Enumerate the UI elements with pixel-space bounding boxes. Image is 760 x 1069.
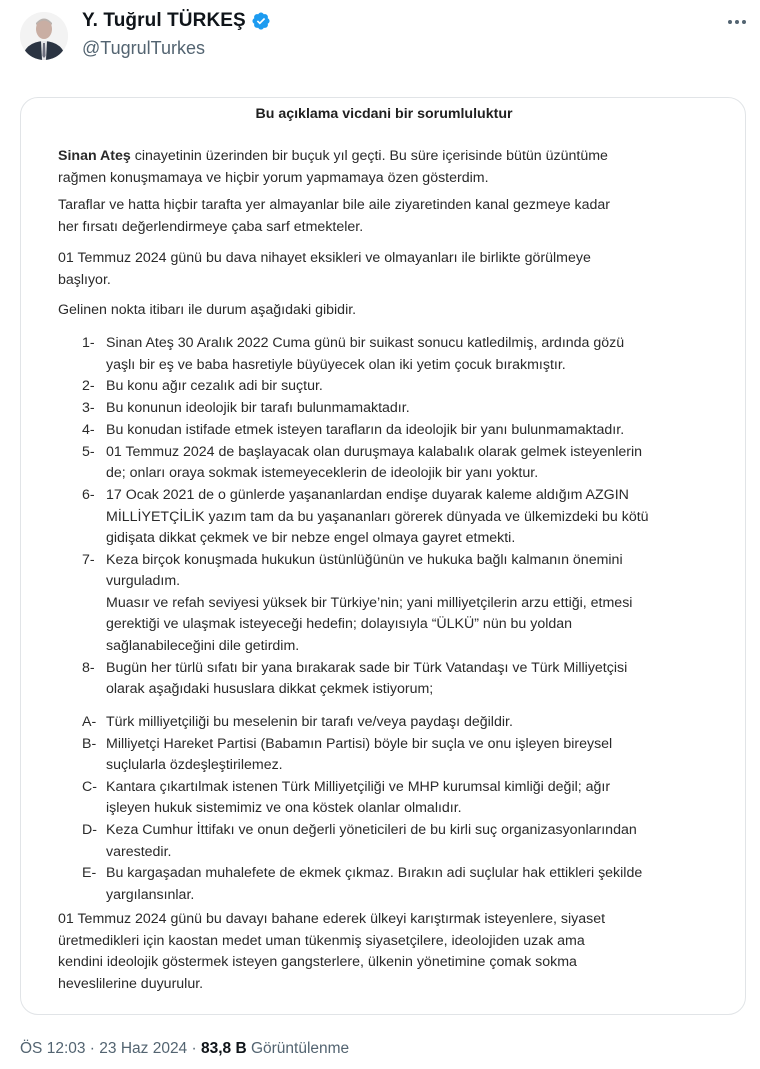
list-item-line: Bu kargaşadan muhalefete de ekmek çıkmaz. Bırakın adi suçlular hak ettikleri şekilde <box>106 865 643 882</box>
verified-badge-icon <box>251 11 271 31</box>
closing-line: kendini ideolojik göstermek isteyen gangsterlere, ülkenin yönetimine çomak sokma <box>58 954 577 970</box>
list-item-text <box>106 820 706 863</box>
author-name-row <box>82 10 271 32</box>
list-item-marker: 4- <box>82 421 95 438</box>
list-item-text <box>106 485 706 550</box>
list-item-marker: 8- <box>82 659 95 676</box>
intro-line-1: cinayetinin üzerinden bir buçuk yıl geçti. Bu süre içerisinde bütün üzüntüme <box>130 148 608 164</box>
views-count: 83,8 B <box>200 1040 247 1057</box>
list-item-text <box>106 333 706 376</box>
list-item-line: 01 Temmuz 2024 de başlayacak olan duruşmaya kalabalık olarak gelmek isteyenlerin <box>106 443 643 460</box>
list-item-line: yaşlı bir eş ve baba hasretiyle büyüyecek olan iki yetim çocuk bırakmıştır. <box>106 356 566 373</box>
closing-line: 01 Temmuz 2024 günü bu davayı bahane ederek ülkeyi karıştırmak isteyenlere, siyaset <box>58 911 606 927</box>
list-item-line: olarak aşağıdaki hususlara dikkat çekmek istiyorum; <box>106 681 434 698</box>
paragraph-3-line-2: başlıyor. <box>58 271 111 288</box>
list-item-line: Bu konu ağır cezalık adi bir suçtur. <box>106 378 323 395</box>
list-item-marker: A- <box>82 714 97 730</box>
list-item-line: Kantara çıkartılmak istenen Türk Milliyetçiliği ve MHP kurumsal kimliği değil; ağır <box>106 778 611 795</box>
more-options-button[interactable] <box>722 12 752 32</box>
list-item-marker: D- <box>82 822 97 839</box>
closing-line: heveslilerine duyurulur. <box>58 975 204 992</box>
tweet-date[interactable]: 23 Haz 2024 <box>99 1040 188 1057</box>
author-handle[interactable]: @TugrulTurkes <box>82 38 205 58</box>
list-item-line: varestedir. <box>106 843 172 860</box>
paragraph-2 <box>58 195 698 238</box>
list-item-text <box>106 398 706 420</box>
list-item-text <box>106 550 706 658</box>
list-item-marker: C- <box>82 778 97 795</box>
closing-paragraph <box>58 909 698 995</box>
list-item-text <box>106 777 706 820</box>
list-item-line: 17 Ocak 2021 de o günlerde yaşananlardan endişe duyarak kaleme aldığım AZGIN <box>106 487 629 503</box>
author-display-name[interactable]: Y. Tuğrul TÜRKEŞ <box>82 10 246 31</box>
list-item-text <box>106 442 706 485</box>
statement-image-card[interactable] <box>20 97 746 1015</box>
tweet-time[interactable]: ÖS 12:03 <box>20 1040 86 1057</box>
list-item-text <box>106 376 706 398</box>
list-item-line: işleyen hukuk sistemimiz ve ona köstek olanlar olmalıdır. <box>106 800 462 817</box>
list-item-marker: E- <box>82 865 97 882</box>
list-item-line: Keza birçok konuşmada hukukun üstünlüğünün ve hukuka bağlı kalmanın önemini <box>106 551 623 568</box>
paragraph-4: Gelinen nokta itibarı ile durum aşağıdaki gibidir. <box>58 302 357 318</box>
list-item-text <box>106 712 706 734</box>
list-item-text <box>106 658 706 701</box>
separator: · <box>187 1040 201 1057</box>
list-item-line: vurguladım. <box>106 573 181 590</box>
person-avatar-icon <box>20 12 68 60</box>
list-item-text <box>106 863 706 906</box>
list-item-line: Türk milliyetçiliği bu meselenin bir tarafı ve/veya paydaşı değildir. <box>106 714 513 730</box>
list-item-marker: 6- <box>82 487 95 503</box>
list-item-line: Muasır ve refah seviyesi yüksek bir Türkiye’nin; yani milliyetçilerin arzu ettiği, etmesi <box>106 594 633 611</box>
separator: · <box>85 1040 100 1057</box>
list-item-line: de; onları oraya sokmak istemeyeceklerin de ideolojik bir yanı yoktur. <box>106 465 539 482</box>
list-item-line: gidişata dikkat çekmek ve bir nebze engel olmaya gayret etmekti. <box>106 530 516 546</box>
paragraph-2-line-2: her fırsatı değerlendirmeye çaba sarf etmekteler. <box>58 218 364 235</box>
list-item-line: Sinan Ateş 30 Aralık 2022 Cuma günü bir suikast sonucu katledilmiş, ardında gözü <box>106 335 625 351</box>
intro-paragraph <box>58 146 698 189</box>
list-item-line: gerektiği ve ulaşmak isteyeceği hedefin; dolayısıyla “ÜLKÜ” nün bu yoldan <box>106 616 573 633</box>
list-item-line: MİLLİYETÇİLİK yazım tam da bu yaşananları görerek dünyada ve ülkemizdeki bu kötü <box>106 508 649 525</box>
list-item-marker: 3- <box>82 400 95 417</box>
tweet-header <box>0 0 760 80</box>
list-item-line: yargılansınlar. <box>106 886 195 903</box>
list-item-marker: 7- <box>82 551 95 568</box>
list-item-text <box>106 734 706 777</box>
views-label: Görüntülenme <box>250 1040 350 1057</box>
more-horizontal-icon-dot <box>735 20 739 24</box>
list-item-marker: B- <box>82 735 97 752</box>
list-item-marker: 2- <box>82 378 95 395</box>
list-item-text <box>106 420 706 442</box>
intro-bold-name: Sinan Ateş <box>58 148 131 164</box>
list-item-line: Milliyetçi Hareket Partisi (Babamın Partisi) böyle bir suçla ve onu işleyen bireysel <box>106 735 613 752</box>
list-item-line: Bu konudan istifade etmek isteyen tarafların da ideolojik bir yanı bulunmamaktadır. <box>106 421 625 438</box>
tweet-meta <box>20 1040 349 1058</box>
avatar[interactable] <box>20 12 68 60</box>
list-item-line: Keza Cumhur İttifakı ve onun değerli yöneticileri de bu kirli suç organizasyonlarından <box>106 822 637 839</box>
more-horizontal-icon-dot <box>742 20 746 24</box>
list-item-line: suçlularla özdeşleştirilemez. <box>106 757 283 774</box>
list-item-marker: 1- <box>82 335 95 351</box>
more-horizontal-icon <box>728 20 732 24</box>
paragraph-3 <box>58 248 698 291</box>
paragraph-3-line-1: 01 Temmuz 2024 günü bu dava nihayet eksikleri ve olmayanları ile birlikte görülmeye <box>58 250 591 266</box>
list-item-line: sağlanabileceğini dile getirdim. <box>106 637 300 654</box>
list-item-line: Bu konunun ideolojik bir tarafı bulunmamaktadır. <box>106 400 410 417</box>
paragraph-2-line-1: Taraflar ve hatta hiçbir tarafta yer almayanlar bile aile ziyaretinden kanal gezmeye kadar <box>58 197 611 213</box>
intro-line-2: rağmen konuşmamaya ve hiçbir yorum yapmamaya özen gösterdim. <box>58 169 489 186</box>
list-item-marker: 5- <box>82 443 95 460</box>
list-item-line: Bugün her türlü sıfatı bir yana bırakarak sade bir Türk Vatandaşı ve Türk Milliyetçisi <box>106 659 628 676</box>
closing-line: üretmedikleri için kaostan medet uman tükenmiş siyasetçilere, ideolojiden uzak ama <box>58 932 585 949</box>
document-title: Bu açıklama vicdani bir sorumluluktur <box>255 106 513 122</box>
